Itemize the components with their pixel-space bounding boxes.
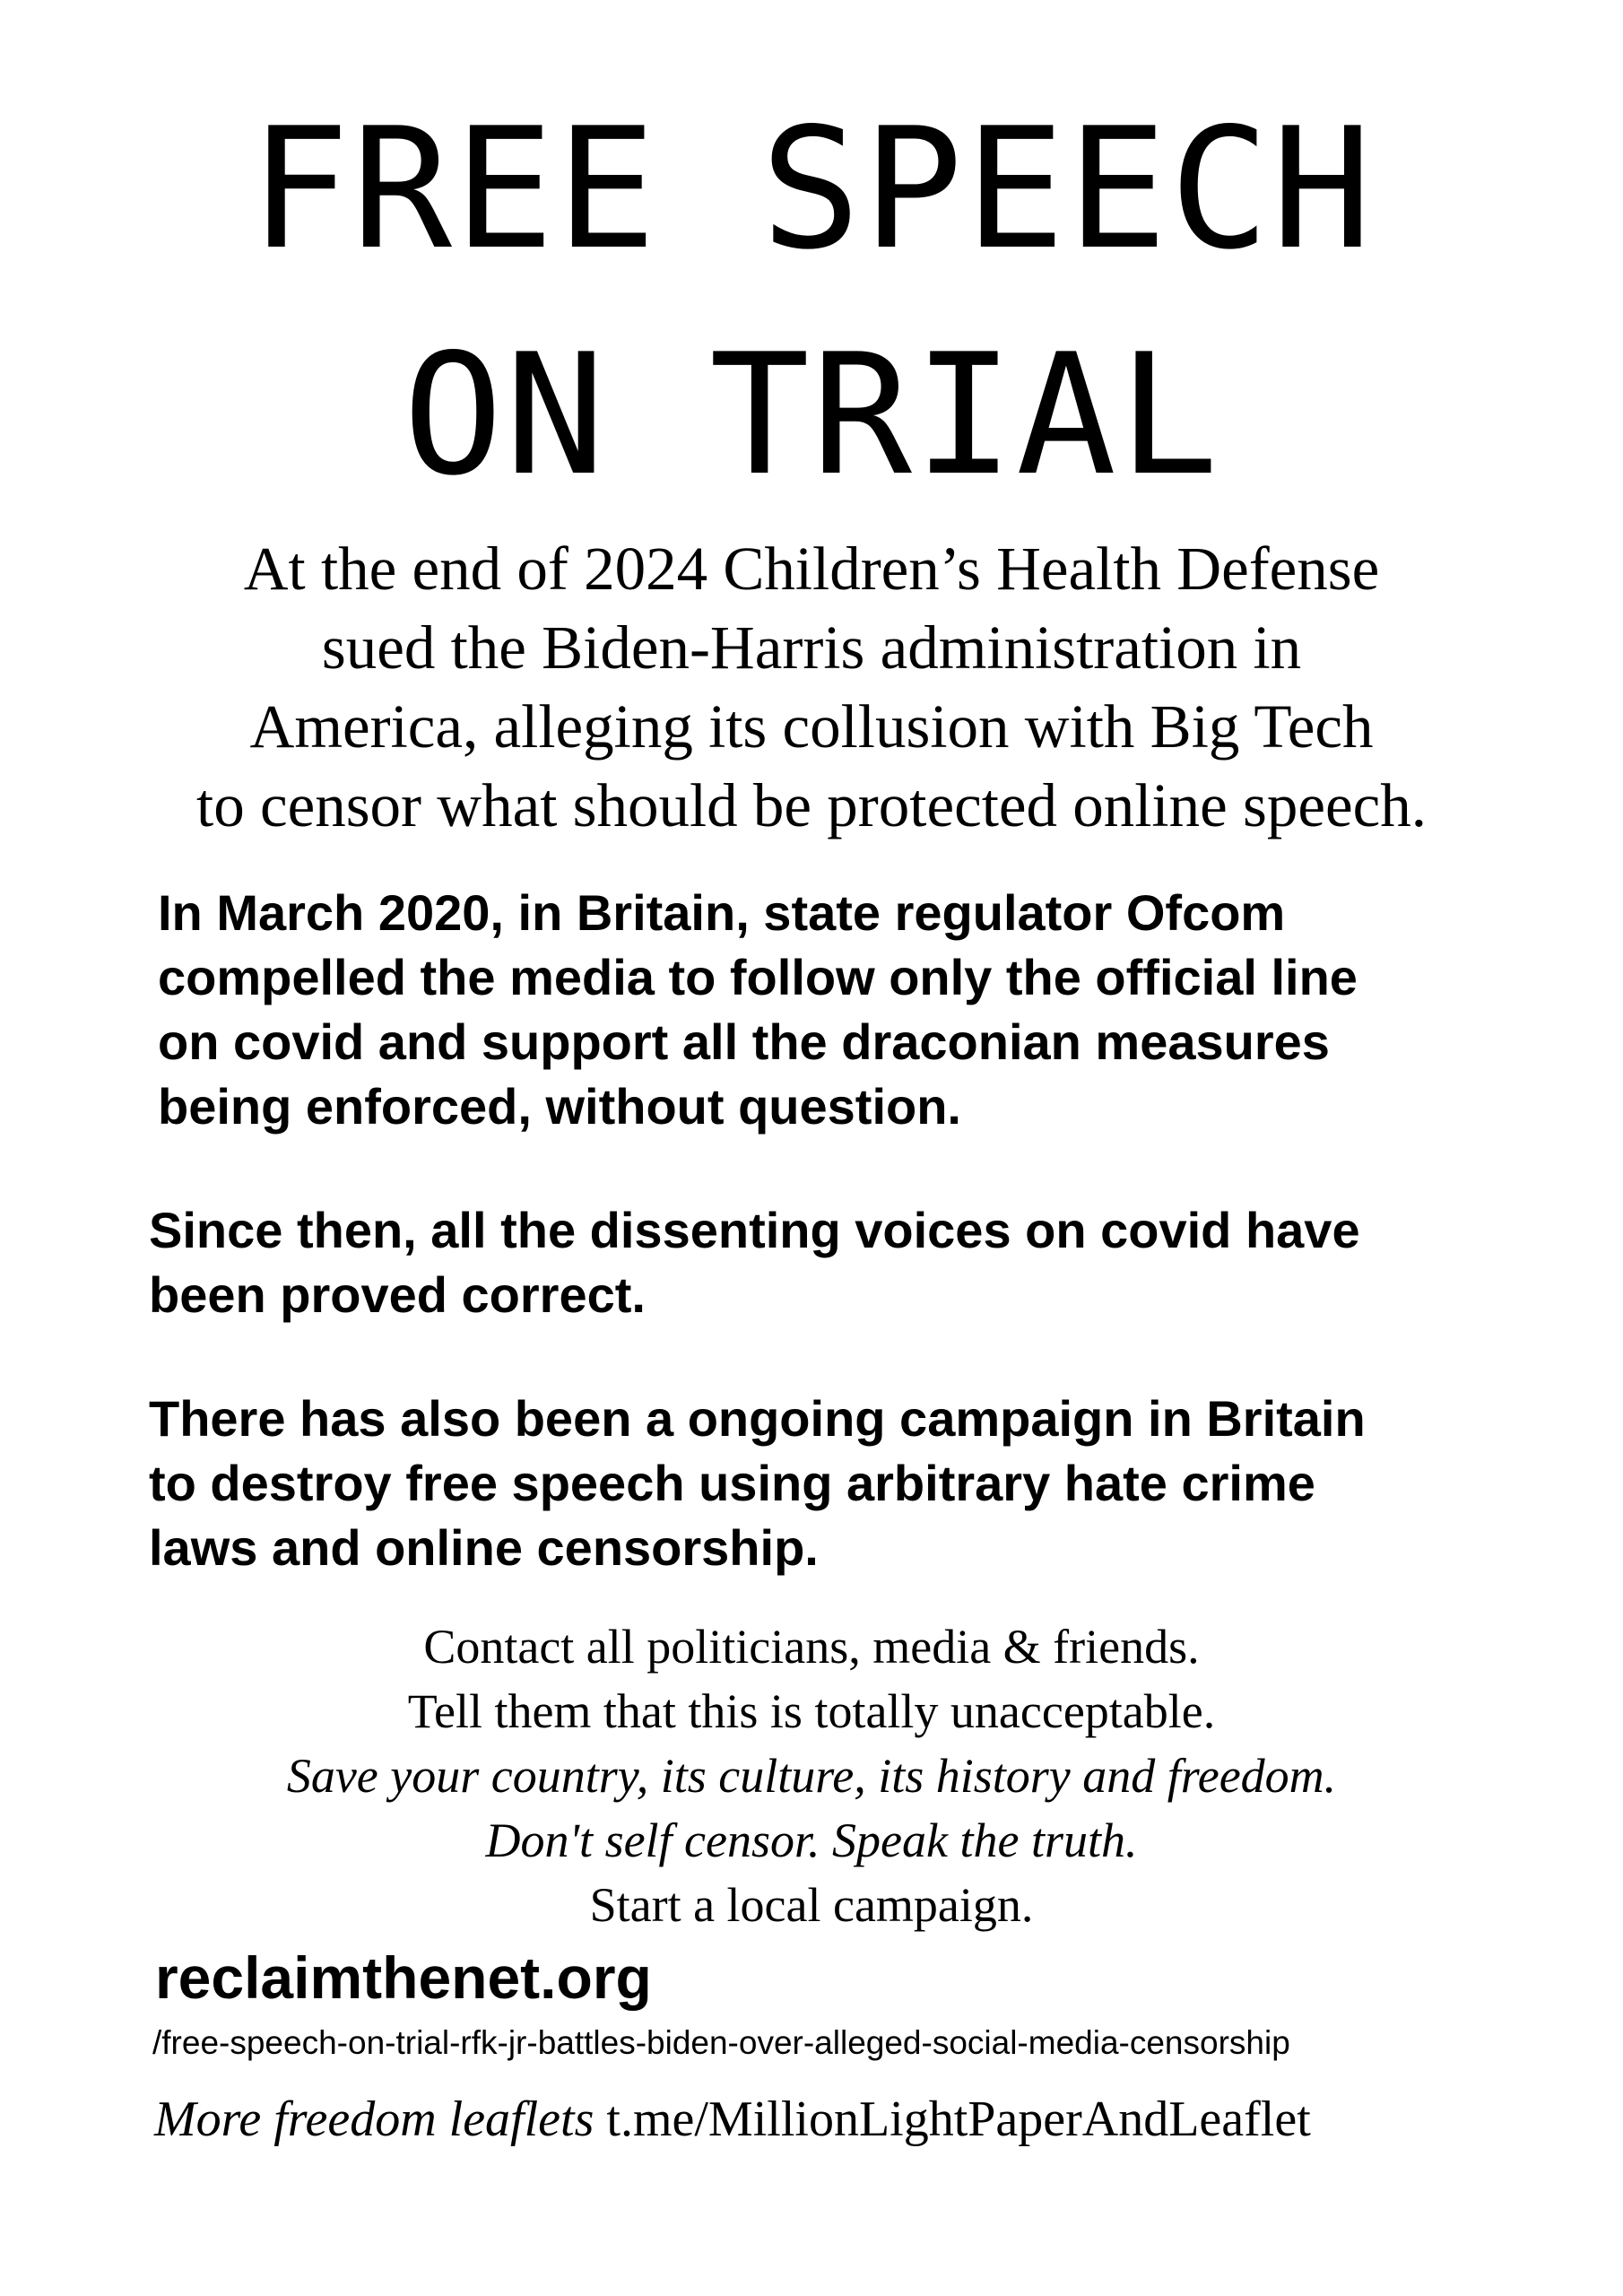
intro-line: At the end of 2024 Children’s Health Defense [243,535,1380,603]
paragraph-line: to destroy free speech using arbitrary hate crime [149,1455,1315,1511]
paragraph-line: laws and online censorship. [149,1519,819,1576]
cta-line: Tell them that this is totally unacceptable. [407,1684,1216,1738]
headline-line-1: FREE SPEECH [249,91,1374,286]
source-site: reclaimthenet.org [155,1944,652,2011]
paragraph-line: There has also been a ongoing campaign in Britain [149,1390,1366,1447]
intro-line: to censor what should be protected online speech. [196,771,1427,839]
cta-line-italic: Don't self censor. Speak the truth. [485,1813,1138,1867]
footer-label: More freedom leaflets [154,2092,595,2147]
intro-line: sued the Biden-Harris administration in [321,613,1302,682]
ofcom-paragraph [158,881,1358,1139]
dissent-paragraph [149,1198,1360,1327]
headline-line-2: ON TRIAL [403,317,1220,512]
paragraph-line: In March 2020, in Britain, state regulator Ofcom [158,884,1286,941]
campaign-paragraph [149,1387,1366,1580]
cta-line: Contact all politicians, media & friends. [423,1620,1200,1674]
footer [154,2090,1311,2150]
paragraph-line: compelled the media to follow only the official line [158,949,1358,1005]
cta-line: Start a local campaign. [589,1878,1034,1932]
footer-link: t.me/MillionLightPaperAndLeaflet [606,2092,1311,2147]
paragraph-line: Since then, all the dissenting voices on covid have [149,1202,1360,1258]
paragraph-line: been proved correct. [149,1266,646,1323]
cta-line-italic: Save your country, its culture, its history and freedom. [286,1749,1337,1803]
paragraph-line: on covid and support all the draconian measures [158,1013,1330,1070]
intro-line: America, alleging its collusion with Big Tech [249,692,1374,761]
source-path: /free-speech-on-trial-rfk-jr-battles-biden-over-alleged-social-media-censorship [152,2024,1290,2061]
paragraph-line: being enforced, without question. [158,1078,961,1135]
intro-paragraph [0,529,1623,845]
call-to-action [0,1614,1623,1937]
